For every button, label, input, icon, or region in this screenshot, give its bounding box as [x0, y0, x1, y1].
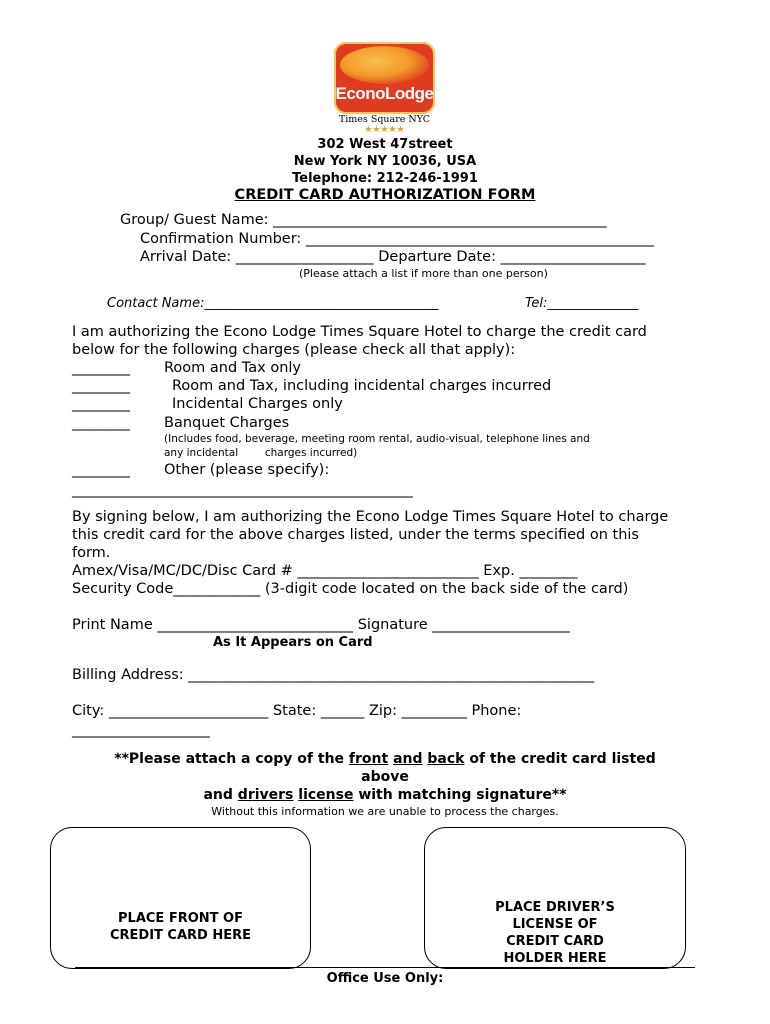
license-box-label3: CREDIT CARD: [506, 934, 604, 949]
print-name-signature-field: Print Name ___________________________ Signature ___________________: [72, 617, 571, 633]
banquet-note-line1: (Includes food, beverage, meeting room rental, audio-visual, telephone lines and: [164, 433, 590, 445]
guest-name-field: Group/ Guest Name: ______________________________________________: [120, 212, 607, 228]
license-box-label4: HOLDER HERE: [503, 951, 607, 966]
without-info-note: Without this information we are unable to process the charges.: [211, 805, 559, 818]
attach-list-note: (Please attach a list if more than one person): [299, 267, 548, 280]
attach-notice-line2: above: [361, 769, 409, 785]
front-box-label2: CREDIT CARD HERE: [109, 928, 252, 943]
office-divider: [75, 967, 695, 968]
phone-line: ___________________: [72, 722, 210, 738]
option-room-tax: Room and Tax only: [164, 360, 301, 376]
license-box-label1: PLACE DRIVER’S: [495, 900, 615, 915]
signing-text-line1: By signing below, I am authorizing the Econo Lodge Times Square Hotel to charge: [72, 509, 669, 525]
authorize-text-line2: below for the following charges (please check all that apply):: [72, 342, 516, 358]
econolodge-logo: [334, 42, 435, 114]
as-appears-note: As It Appears on Card: [213, 635, 373, 650]
option-room-tax-incidentals: Room and Tax, including incidental charges incurred: [172, 378, 552, 394]
front-box-label1: PLACE FRONT OF: [118, 911, 243, 926]
sun-graphic: [340, 46, 429, 84]
option-incidentals: Incidental Charges only: [172, 396, 343, 412]
attach-notice-line3: and drivers license with matching signature**: [203, 787, 567, 803]
checkbox-banquet: ________: [72, 415, 130, 431]
license-box-label2: LICENSE OF: [512, 917, 598, 932]
arrival-departure-field: Arrival Date: ___________________ Departure Date: ____________________: [140, 249, 646, 265]
option-banquet: Banquet Charges: [164, 415, 290, 431]
contact-name-field: Contact Name:____________________________________: [107, 296, 439, 311]
other-specify-line: _______________________________________________: [72, 482, 413, 498]
attach-notice-line1: **Please attach a copy of the front and back of the credit card listed: [114, 751, 656, 767]
hotel-phone: Telephone: 212-246-1991: [292, 171, 478, 186]
signing-text-line3: form.: [72, 545, 111, 561]
signing-text-line2: this credit card for the above charges listed, under the terms specified on this: [72, 527, 639, 543]
drivers-license-box: [424, 827, 686, 969]
logo-brand-text: EconoLodge: [335, 84, 434, 103]
security-code-field: Security Code____________ (3-digit code located on the back side of the card): [72, 581, 629, 597]
card-number-field: Amex/Visa/MC/DC/Disc Card # _________________________ Exp. ________: [72, 563, 578, 579]
front-card-box: [50, 827, 311, 969]
contact-tel-field: Tel:______________: [525, 296, 639, 311]
confirmation-number-field: Confirmation Number: ________________________________________________: [140, 231, 654, 247]
checkbox-room-tax: ________: [72, 360, 130, 376]
rating-stars: ★★★★★: [364, 125, 405, 135]
billing-address-field: Billing Address: ________________________________________________________: [72, 667, 595, 683]
checkbox-other: ________: [72, 462, 130, 478]
form-title: CREDIT CARD AUTHORIZATION FORM: [234, 187, 536, 203]
hotel-address: 302 West 47street: [317, 137, 453, 152]
checkbox-room-tax-incidentals: ________: [72, 378, 130, 394]
authorize-text-line1: I am authorizing the Econo Lodge Times Square Hotel to charge the credit card: [72, 324, 647, 340]
checkbox-incidentals: ________: [72, 396, 130, 412]
hotel-city: New York NY 10036, USA: [293, 154, 477, 169]
option-other: Other (please specify):: [164, 462, 330, 478]
banquet-note-line2: any incidental charges incurred): [164, 447, 358, 459]
city-state-zip-field: City: ______________________ State: ______ Zip: _________ Phone:: [72, 703, 522, 719]
logo-subtitle: Times Square NYC: [338, 114, 431, 125]
office-use-label: Office Use Only:: [326, 971, 444, 986]
